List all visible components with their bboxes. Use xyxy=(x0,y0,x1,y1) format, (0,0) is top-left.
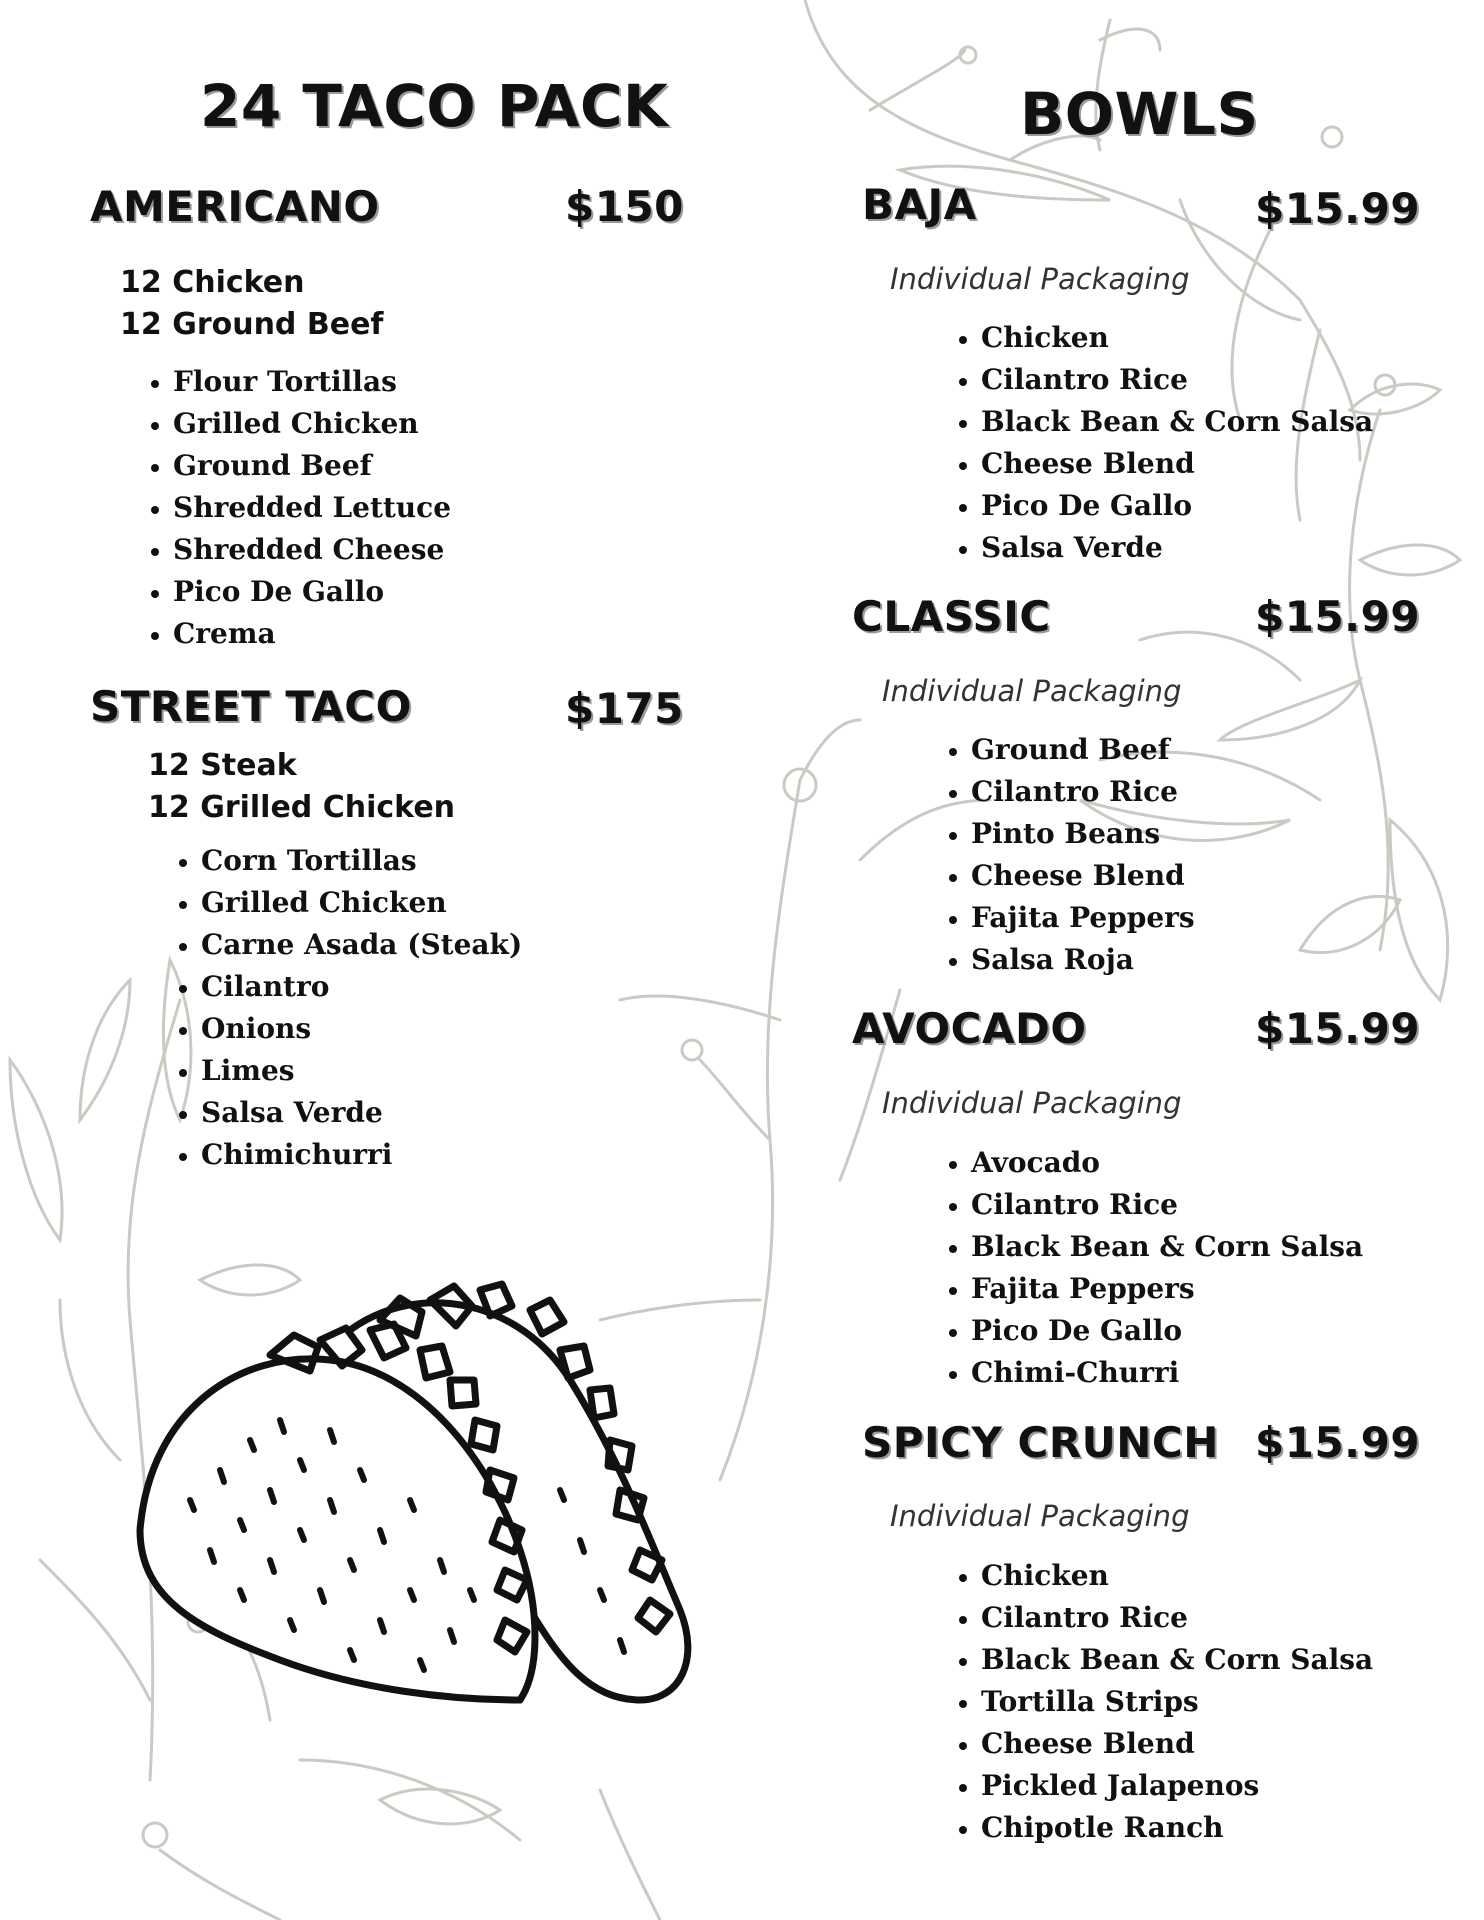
list-item: • Pico De Gallo xyxy=(971,1310,1363,1352)
taco-icon xyxy=(120,1260,740,1720)
list-item: • Pickled Jalapenos xyxy=(981,1765,1373,1807)
count-line: 12 Steak xyxy=(148,748,297,783)
classic-packaging: Individual Packaging xyxy=(882,674,1182,708)
count-line: 12 Grilled Chicken xyxy=(148,790,456,825)
spicy-crunch-title: SPICY CRUNCH xyxy=(862,1418,1219,1467)
list-item: • Cilantro Rice xyxy=(971,1184,1363,1226)
list-item: • Onions xyxy=(201,1008,522,1050)
list-item: • Black Bean & Corn Salsa xyxy=(971,1226,1363,1268)
list-item: • Salsa Verde xyxy=(201,1092,522,1134)
avocado-ingredient-list xyxy=(933,1142,1363,1394)
taco-pack-title: 24 TACO PACK xyxy=(200,72,669,140)
baja-ingredient-list xyxy=(943,317,1373,569)
list-item: • Pinto Beans xyxy=(971,813,1195,855)
baja-price: $15.99 xyxy=(1255,184,1421,233)
list-item: • Pico De Gallo xyxy=(173,571,451,613)
avocado-title: AVOCADO xyxy=(852,1004,1087,1053)
spicy-crunch-packaging: Individual Packaging xyxy=(890,1499,1190,1533)
classic-title: CLASSIC xyxy=(852,592,1051,641)
list-item: • Salsa Verde xyxy=(981,527,1373,569)
list-item: • Avocado xyxy=(971,1142,1363,1184)
count-line: 12 Ground Beef xyxy=(120,307,384,342)
list-item: • Cilantro xyxy=(201,966,522,1008)
list-item: • Crema xyxy=(173,613,451,655)
list-item: • Carne Asada (Steak) xyxy=(201,924,522,966)
list-item: • Salsa Roja xyxy=(971,939,1195,981)
list-item: • Cilantro Rice xyxy=(981,1597,1373,1639)
list-item: • Fajita Peppers xyxy=(971,897,1195,939)
list-item: • Cheese Blend xyxy=(971,855,1195,897)
list-item: • Chicken xyxy=(981,317,1373,359)
list-item: • Shredded Cheese xyxy=(173,529,451,571)
americano-title: AMERICANO xyxy=(90,182,380,231)
list-item: • Chimichurri xyxy=(201,1134,522,1176)
street-taco-title: STREET TACO xyxy=(90,682,412,731)
list-item: • Cilantro Rice xyxy=(981,359,1373,401)
list-item: • Pico De Gallo xyxy=(981,485,1373,527)
list-item: • Fajita Peppers xyxy=(971,1268,1363,1310)
list-item: • Chimi-Churri xyxy=(971,1352,1363,1394)
list-item: • Tortilla Strips xyxy=(981,1681,1373,1723)
list-item: • Black Bean & Corn Salsa xyxy=(981,401,1373,443)
count-line: 12 Chicken xyxy=(120,265,305,300)
classic-price: $15.99 xyxy=(1255,592,1421,641)
list-item: • Cheese Blend xyxy=(981,1723,1373,1765)
list-item: • Corn Tortillas xyxy=(201,840,522,882)
list-item: • Grilled Chicken xyxy=(173,403,451,445)
street-taco-ingredient-list xyxy=(163,840,522,1176)
classic-ingredient-list xyxy=(933,729,1195,981)
americano-ingredient-list xyxy=(135,361,451,655)
list-item: • Flour Tortillas xyxy=(173,361,451,403)
list-item: • Ground Beef xyxy=(971,729,1195,771)
list-item: • Cheese Blend xyxy=(981,443,1373,485)
list-item: • Grilled Chicken xyxy=(201,882,522,924)
street-taco-price: $175 xyxy=(565,684,684,733)
spicy-crunch-price: $15.99 xyxy=(1255,1418,1421,1467)
avocado-packaging: Individual Packaging xyxy=(882,1086,1182,1120)
street-taco-counts xyxy=(148,745,455,829)
americano-price: $150 xyxy=(565,182,684,231)
list-item: • Shredded Lettuce xyxy=(173,487,451,529)
list-item: • Chicken xyxy=(981,1555,1373,1597)
baja-title: BAJA xyxy=(862,180,977,229)
list-item: • Black Bean & Corn Salsa xyxy=(981,1639,1373,1681)
list-item: • Cilantro Rice xyxy=(971,771,1195,813)
baja-packaging: Individual Packaging xyxy=(890,262,1190,296)
spicy-crunch-ingredient-list xyxy=(943,1555,1373,1849)
americano-counts xyxy=(120,262,383,346)
list-item: • Chipotle Ranch xyxy=(981,1807,1373,1849)
list-item: • Limes xyxy=(201,1050,522,1092)
bowls-title: BOWLS xyxy=(1020,80,1259,148)
list-item: • Ground Beef xyxy=(173,445,451,487)
avocado-price: $15.99 xyxy=(1255,1004,1421,1053)
